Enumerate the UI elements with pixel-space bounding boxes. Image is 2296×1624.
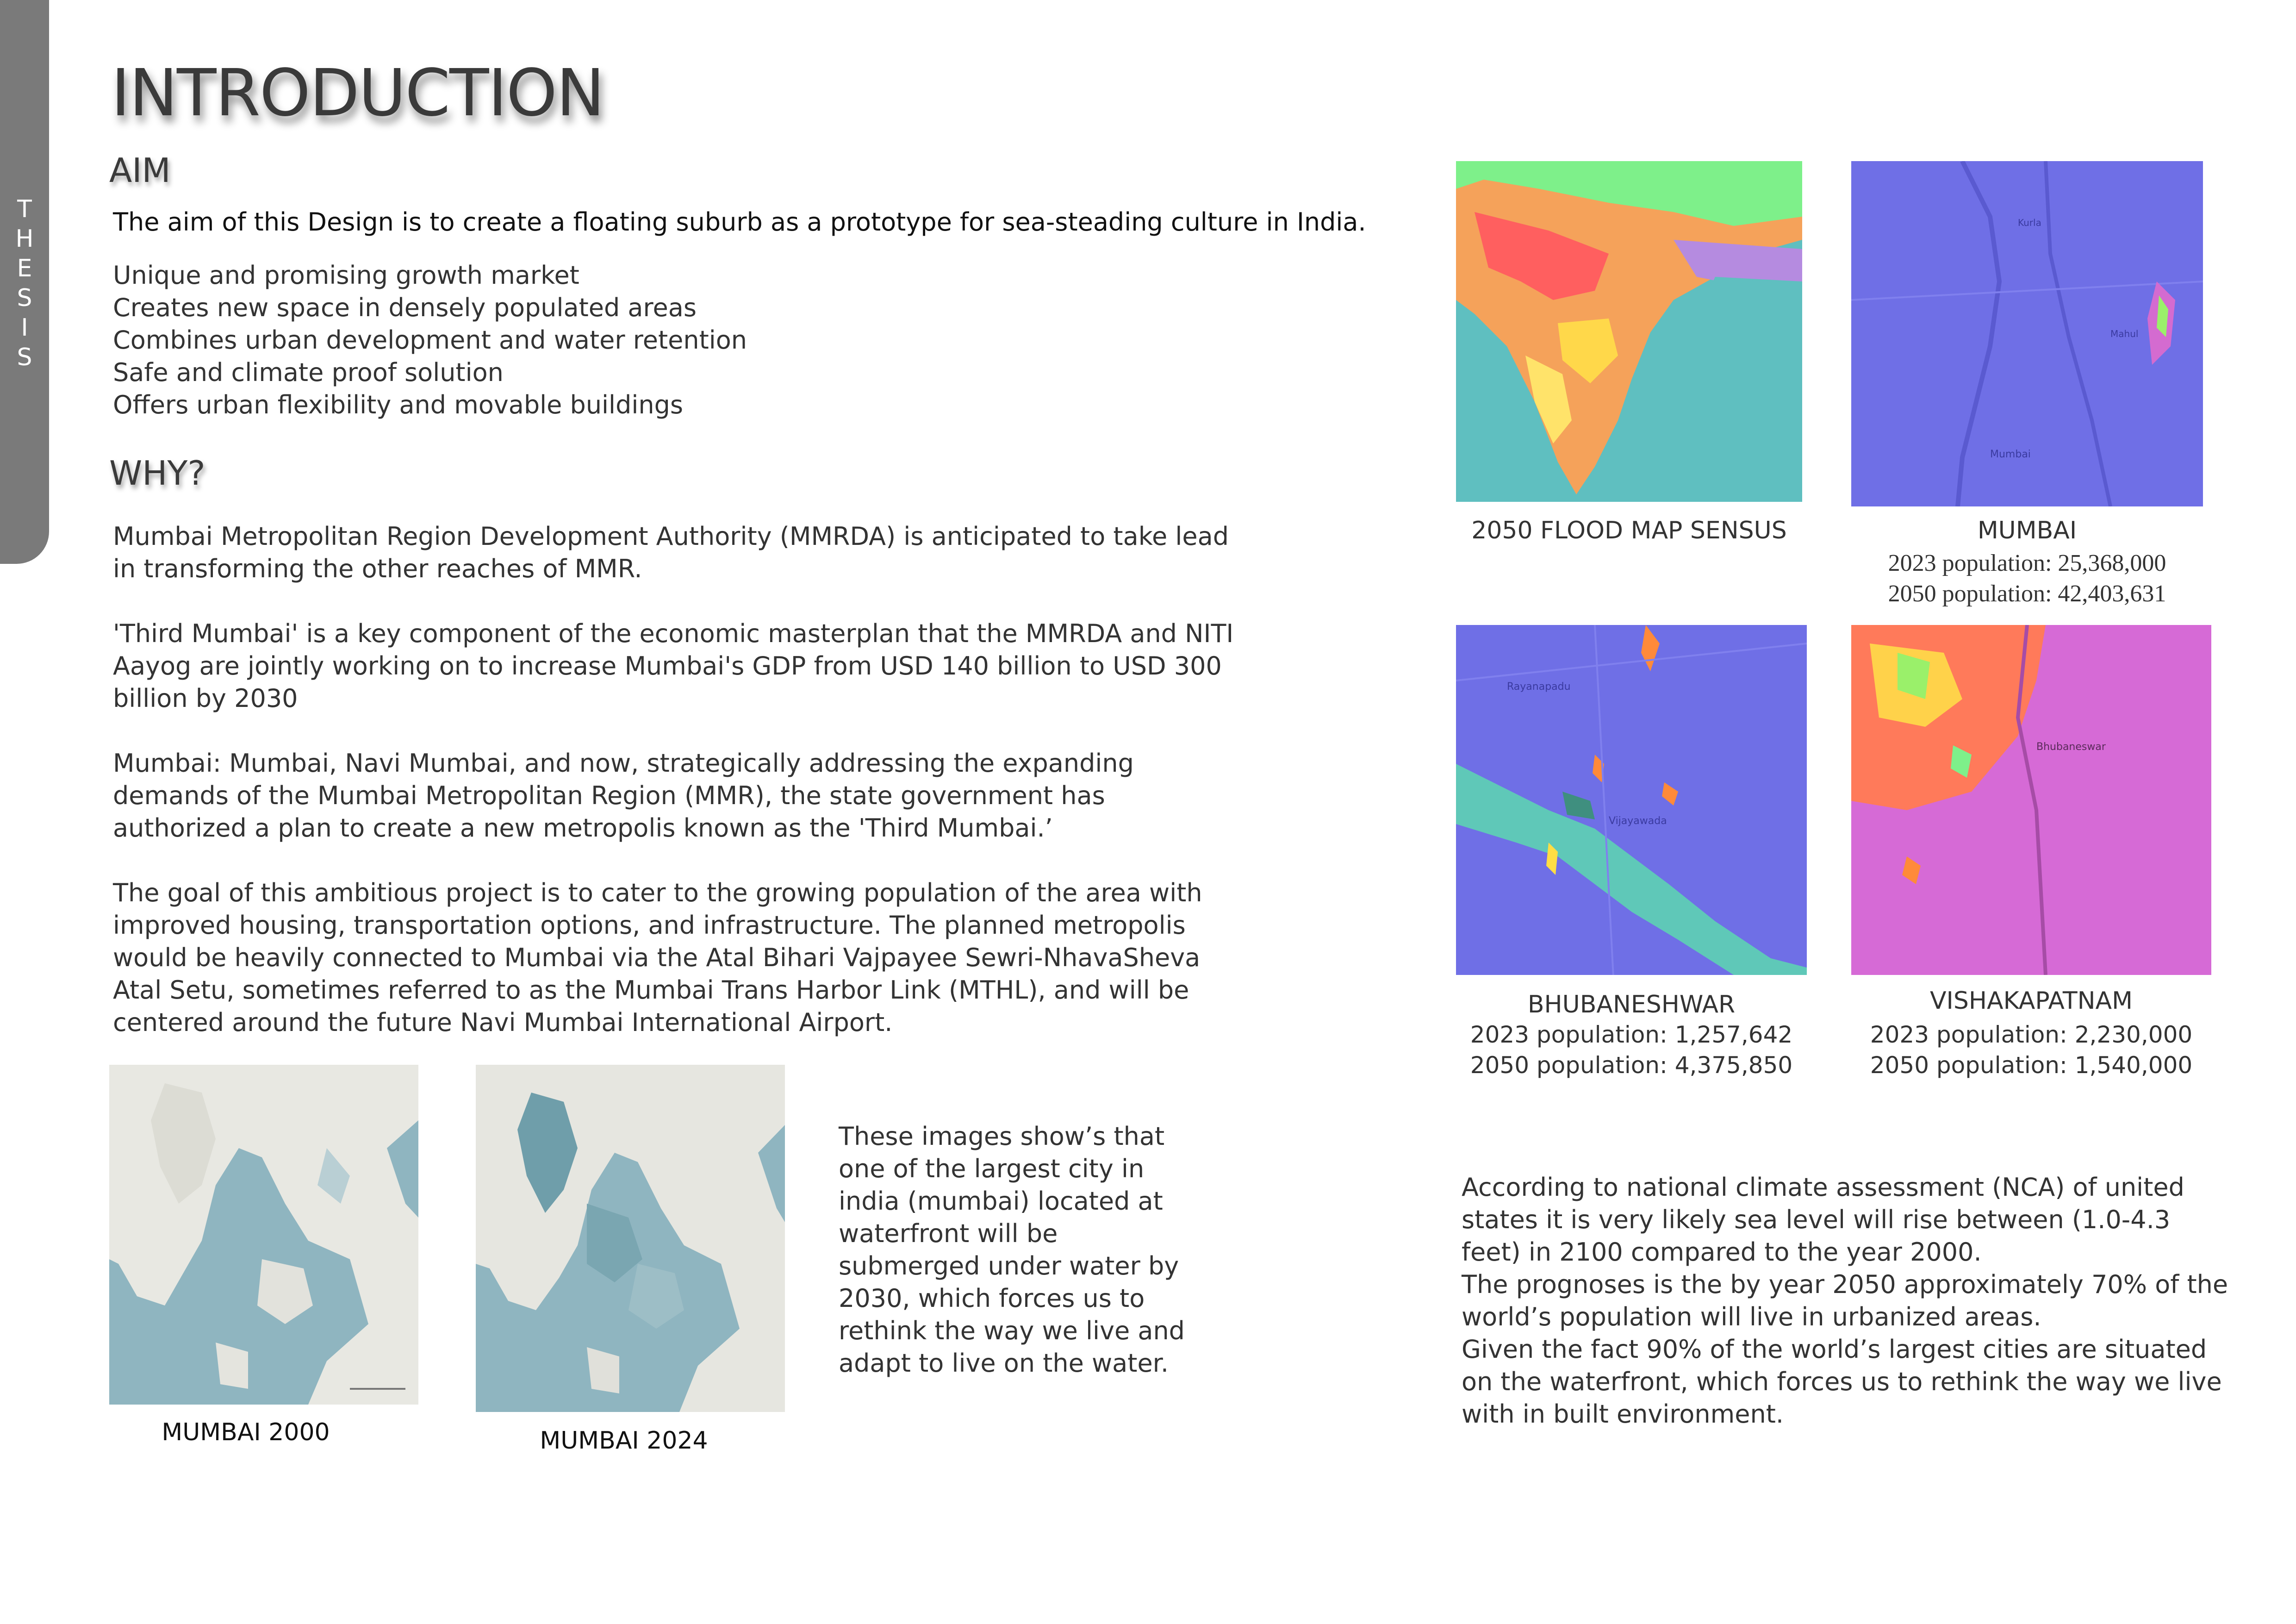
mumbai-2000-map-image: [109, 1065, 418, 1405]
sidebar-letter: I: [21, 314, 28, 342]
mahul-map-label: Mahul: [2110, 328, 2139, 339]
vishakapatnam-caption: VISHAKAPATNAM: [1929, 987, 2133, 1015]
sidebar-letter: H: [15, 225, 34, 253]
page-title: INTRODUCTION: [111, 56, 604, 131]
mumbai-2024-caption: MUMBAI 2024: [540, 1427, 708, 1455]
bhubaneshwar-flood-map-image: [1456, 625, 1807, 975]
sidebar-letter: E: [17, 255, 32, 282]
mumbai-2024-map: [476, 1065, 785, 1412]
mumbai-2000-caption: MUMBAI 2000: [162, 1418, 330, 1446]
bhubaneshwar-caption: BHUBANESHWAR: [1527, 991, 1736, 1018]
why-paragraph: The goal of this ambitious project is to cater to the growing population of the area with improved housing, transportation options, and infrastructure. The planned metropolis would be heavily connected to Mumbai via the Atal Bihari Vajpayee Sewri-NhavaSheva Atal Setu, sometimes referred to as the Mumbai Trans Harbor Link (MTHL), and will be centered around the future Navi Mumbai International Airport.: [113, 878, 1202, 1037]
india-flood-map-image: [1456, 161, 1802, 502]
rayanapadu-map-label: Rayanapadu: [1507, 681, 1571, 693]
vishakapatnam-population-2050: 2050 population: 1,540,000: [1870, 1052, 2193, 1079]
bhubaneswar-map-label: Bhubaneswar: [2036, 741, 2106, 753]
mumbai-maps-description: These images show’s that one of the largest city in india (mumbai) located at waterfront will be submerged under water by 2030, which forces us to rethink the way we live and adapt to live on the water.: [839, 1122, 1185, 1378]
sidebar-thesis-label: [0, 194, 49, 372]
list-item: Combines urban development and water retention: [113, 325, 747, 355]
mumbai-map-label: Mumbai: [1990, 449, 2031, 460]
mumbai-2000-map: [109, 1065, 418, 1405]
list-item: Safe and climate proof solution: [113, 358, 504, 387]
vishakapatnam-population-2023: 2023 population: 2,230,000: [1870, 1021, 2193, 1048]
mumbai-flood-map-caption: MUMBAI: [1977, 517, 2077, 544]
nca-paragraph: According to national climate assessment (NCA) of united states it is very likely sea level will rise between (1.0-4.3 feet) in 2100 compared to the year 2000. The prognoses is the by year 2050 approximately 70% of the world’s population will live in urbanized areas. Given the fact 90% of the world’s largest cities are situated on the waterfront, which forces us to rethink the way we live with in built environment.: [1462, 1173, 2228, 1429]
mumbai-population-2050: 2050 population: 42,403,631: [1888, 581, 2166, 607]
vishakapatnam-flood-map: [1851, 625, 2211, 975]
india-flood-map-caption: 2050 FLOOD MAP SENSUS: [1471, 517, 1787, 544]
vijayawada-map-label: Vijayawada: [1609, 815, 1667, 827]
why-paragraph: Mumbai Metropolitan Region Development Authority (MMRDA) is anticipated to take lead in transforming the other reaches of MMR.: [113, 522, 1229, 583]
list-item: Creates new space in densely populated areas: [113, 293, 697, 322]
sidebar-letter: S: [17, 344, 32, 371]
mumbai-flood-map-image: [1851, 161, 2203, 506]
bhubaneshwar-flood-map: [1456, 625, 1807, 975]
sidebar-letter: S: [17, 284, 32, 312]
bhubaneshwar-population-2050: 2050 population: 4,375,850: [1470, 1052, 1793, 1079]
sidebar-letter: T: [17, 195, 32, 223]
vishakapatnam-flood-map-image: [1851, 625, 2211, 975]
why-body: [113, 520, 1238, 1071]
bhubaneshwar-population-2023: 2023 population: 1,257,642: [1470, 1021, 1793, 1048]
mumbai-2024-map-image: [476, 1065, 785, 1412]
why-heading: WHY?: [109, 454, 205, 493]
list-item: Unique and promising growth market: [113, 261, 579, 290]
mumbai-population-2023: 2023 population: 25,368,000: [1888, 550, 2166, 576]
why-paragraph: Mumbai: Mumbai, Navi Mumbai, and now, strategically addressing the expanding demands of the Mumbai Metropolitan Region (MMR), the state government has authorized a plan to create a new metropolis known as the 'Third Mumbai.’: [113, 749, 1134, 843]
india-flood-map: [1456, 161, 1802, 502]
kurla-map-label: Kurla: [2018, 217, 2041, 228]
aim-heading: AIM: [109, 151, 171, 190]
aim-statement: The aim of this Design is to create a floating suburb as a prototype for sea-steading culture in India.: [113, 207, 1366, 237]
aim-points-list: [113, 259, 747, 421]
mumbai-flood-map: [1851, 161, 2203, 506]
why-paragraph: 'Third Mumbai' is a key component of the economic masterplan that the MMRDA and NITI Aayog are jointly working on to increase Mumbai's GDP from USD 140 billion to USD 300 billion by 2030: [113, 619, 1234, 713]
list-item: Offers urban flexibility and movable buildings: [113, 390, 683, 419]
